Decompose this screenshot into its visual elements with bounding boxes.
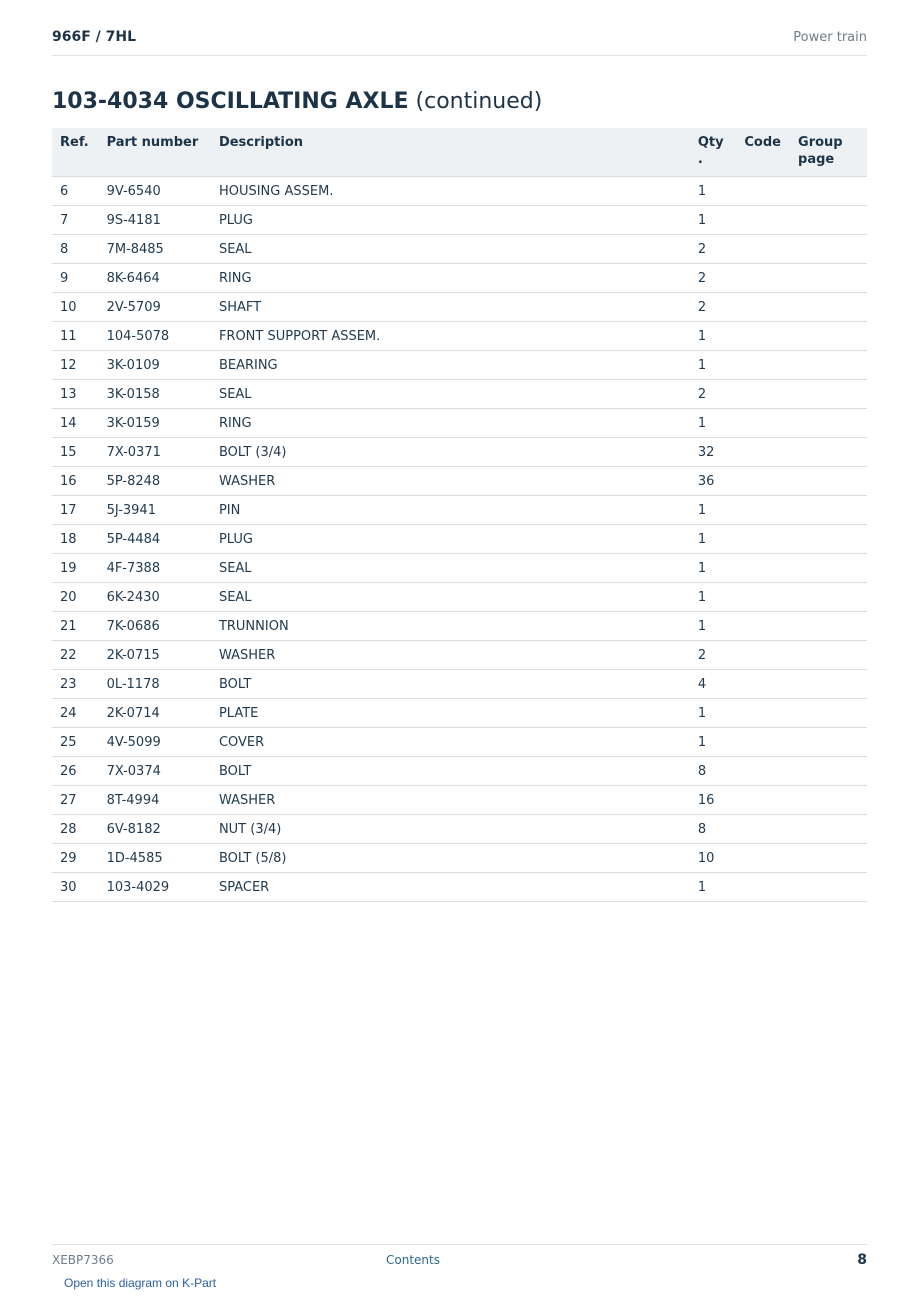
code-cell [736, 351, 790, 380]
code-cell [736, 583, 790, 612]
group-page-cell [790, 206, 867, 235]
table-row [52, 670, 867, 699]
code-cell [736, 786, 790, 815]
description-cell: BOLT [211, 757, 690, 786]
table-row [52, 612, 867, 641]
ref-cell: 26 [52, 757, 99, 786]
part-number-cell: 7K-0686 [99, 612, 211, 641]
table-row [52, 351, 867, 380]
title-suffix: (continued) [415, 89, 543, 114]
qty-cell: 2 [690, 293, 737, 322]
group-page-cell [790, 583, 867, 612]
code-cell [736, 235, 790, 264]
description-cell: PLUG [211, 525, 690, 554]
qty-cell: 1 [690, 699, 737, 728]
description-cell: SHAFT [211, 293, 690, 322]
part-number-cell: 8K-6464 [99, 264, 211, 293]
table-header-row [52, 128, 867, 177]
qty-cell: 1 [690, 351, 737, 380]
part-number-cell: 1D-4585 [99, 844, 211, 873]
code-cell [736, 177, 790, 206]
ref-cell: 30 [52, 873, 99, 902]
description-cell: PIN [211, 496, 690, 525]
ref-cell: 19 [52, 554, 99, 583]
ref-cell: 21 [52, 612, 99, 641]
section-label: Power train [793, 30, 867, 45]
description-cell: COVER [211, 728, 690, 757]
header-description: Description [211, 128, 690, 177]
description-cell: SEAL [211, 583, 690, 612]
ref-cell: 11 [52, 322, 99, 351]
ref-cell: 13 [52, 380, 99, 409]
group-page-cell [790, 873, 867, 902]
group-page-cell [790, 554, 867, 583]
code-cell [736, 525, 790, 554]
group-page-cell [790, 409, 867, 438]
part-number-cell: 3K-0109 [99, 351, 211, 380]
code-cell [736, 728, 790, 757]
description-cell: BOLT [211, 670, 690, 699]
code-cell [736, 322, 790, 351]
group-page-cell [790, 641, 867, 670]
table-row [52, 206, 867, 235]
code-cell [736, 206, 790, 235]
group-page-cell [790, 293, 867, 322]
qty-cell: 1 [690, 554, 737, 583]
code-cell [736, 264, 790, 293]
ref-cell: 6 [52, 177, 99, 206]
part-number-cell: 3K-0158 [99, 380, 211, 409]
qty-cell: 1 [690, 177, 737, 206]
ref-cell: 20 [52, 583, 99, 612]
ref-cell: 7 [52, 206, 99, 235]
description-cell: SPACER [211, 873, 690, 902]
qty-cell: 2 [690, 380, 737, 409]
table-row [52, 467, 867, 496]
title-main: 103-4034 OSCILLATING AXLE [52, 89, 409, 114]
group-page-cell [790, 467, 867, 496]
table-row [52, 235, 867, 264]
description-cell: RING [211, 409, 690, 438]
part-number-cell: 104-5078 [99, 322, 211, 351]
part-number-cell: 5P-8248 [99, 467, 211, 496]
table-row [52, 293, 867, 322]
ref-cell: 8 [52, 235, 99, 264]
group-page-cell [790, 351, 867, 380]
ref-cell: 29 [52, 844, 99, 873]
header-code: Code [736, 128, 790, 177]
description-cell: RING [211, 264, 690, 293]
description-cell: HOUSING ASSEM. [211, 177, 690, 206]
ref-cell: 9 [52, 264, 99, 293]
group-page-cell [790, 699, 867, 728]
table-row [52, 554, 867, 583]
description-cell: PLATE [211, 699, 690, 728]
footer-divider [52, 1244, 867, 1245]
header-part-number: Part number [99, 128, 211, 177]
qty-cell: 8 [690, 815, 737, 844]
table-row [52, 496, 867, 525]
qty-cell: 1 [690, 525, 737, 554]
code-cell [736, 409, 790, 438]
code-cell [736, 641, 790, 670]
table-row [52, 699, 867, 728]
code-cell [736, 612, 790, 641]
table-row [52, 380, 867, 409]
table-row [52, 264, 867, 293]
description-cell: BEARING [211, 351, 690, 380]
description-cell: SEAL [211, 554, 690, 583]
ref-cell: 17 [52, 496, 99, 525]
header-qty: Qty . [690, 128, 737, 177]
group-page-cell [790, 844, 867, 873]
group-page-cell [790, 496, 867, 525]
part-number-cell: 2K-0714 [99, 699, 211, 728]
qty-cell: 36 [690, 467, 737, 496]
part-number-cell: 0L-1178 [99, 670, 211, 699]
qty-cell: 2 [690, 264, 737, 293]
table-row [52, 641, 867, 670]
qty-cell: 1 [690, 873, 737, 902]
header-ref: Ref. [52, 128, 99, 177]
group-page-cell [790, 525, 867, 554]
ref-cell: 25 [52, 728, 99, 757]
ref-cell: 28 [52, 815, 99, 844]
description-cell: WASHER [211, 641, 690, 670]
parts-table-body [52, 177, 867, 902]
code-cell [736, 815, 790, 844]
contents-link[interactable]: Contents [386, 1253, 440, 1267]
code-cell [736, 757, 790, 786]
ref-cell: 15 [52, 438, 99, 467]
code-cell [736, 670, 790, 699]
part-number-cell: 6V-8182 [99, 815, 211, 844]
table-row [52, 409, 867, 438]
part-number-cell: 5J-3941 [99, 496, 211, 525]
page-header [52, 0, 867, 56]
ref-cell: 14 [52, 409, 99, 438]
part-number-cell: 5P-4484 [99, 525, 211, 554]
qty-cell: 10 [690, 844, 737, 873]
table-row [52, 728, 867, 757]
table-row [52, 438, 867, 467]
part-number-cell: 103-4029 [99, 873, 211, 902]
group-page-cell [790, 728, 867, 757]
page-title [52, 89, 542, 114]
code-cell [736, 380, 790, 409]
code-cell [736, 873, 790, 902]
table-row [52, 815, 867, 844]
qty-cell: 1 [690, 728, 737, 757]
qty-cell: 1 [690, 496, 737, 525]
table-row [52, 844, 867, 873]
table-row [52, 757, 867, 786]
part-number-cell: 7M-8485 [99, 235, 211, 264]
part-number-cell: 3K-0159 [99, 409, 211, 438]
ref-cell: 10 [52, 293, 99, 322]
group-page-cell [790, 235, 867, 264]
description-cell: NUT (3/4) [211, 815, 690, 844]
part-number-cell: 6K-2430 [99, 583, 211, 612]
code-cell [736, 496, 790, 525]
header-group-page: Group page [790, 128, 867, 177]
page-number: 8 [857, 1252, 867, 1268]
qty-cell: 1 [690, 322, 737, 351]
part-number-cell: 9V-6540 [99, 177, 211, 206]
description-cell: PLUG [211, 206, 690, 235]
part-number-cell: 7X-0374 [99, 757, 211, 786]
qty-cell: 8 [690, 757, 737, 786]
group-page-cell [790, 380, 867, 409]
ref-cell: 18 [52, 525, 99, 554]
model-label: 966F / 7HL [52, 29, 137, 45]
part-number-cell: 2V-5709 [99, 293, 211, 322]
qty-cell: 1 [690, 583, 737, 612]
table-row [52, 525, 867, 554]
ref-cell: 22 [52, 641, 99, 670]
table-row [52, 873, 867, 902]
code-cell [736, 554, 790, 583]
qty-cell: 1 [690, 409, 737, 438]
group-page-cell [790, 786, 867, 815]
code-cell [736, 844, 790, 873]
part-number-cell: 7X-0371 [99, 438, 211, 467]
group-page-cell [790, 612, 867, 641]
qty-cell: 1 [690, 206, 737, 235]
part-number-cell: 2K-0715 [99, 641, 211, 670]
ref-cell: 27 [52, 786, 99, 815]
group-page-cell [790, 670, 867, 699]
group-page-cell [790, 757, 867, 786]
qty-cell: 2 [690, 641, 737, 670]
ref-cell: 24 [52, 699, 99, 728]
part-number-cell: 9S-4181 [99, 206, 211, 235]
qty-cell: 4 [690, 670, 737, 699]
ref-cell: 12 [52, 351, 99, 380]
table-row [52, 322, 867, 351]
group-page-cell [790, 264, 867, 293]
code-cell [736, 467, 790, 496]
qty-cell: 2 [690, 235, 737, 264]
code-cell [736, 438, 790, 467]
qty-cell: 16 [690, 786, 737, 815]
code-cell [736, 293, 790, 322]
table-row [52, 583, 867, 612]
group-page-cell [790, 438, 867, 467]
table-row [52, 786, 867, 815]
description-cell: WASHER [211, 786, 690, 815]
group-page-cell [790, 177, 867, 206]
ref-cell: 16 [52, 467, 99, 496]
parts-table [52, 128, 867, 902]
code-cell [736, 699, 790, 728]
description-cell: WASHER [211, 467, 690, 496]
qty-cell: 32 [690, 438, 737, 467]
description-cell: SEAL [211, 235, 690, 264]
document-id: XEBP7366 [52, 1253, 114, 1267]
description-cell: BOLT (3/4) [211, 438, 690, 467]
description-cell: FRONT SUPPORT ASSEM. [211, 322, 690, 351]
description-cell: BOLT (5/8) [211, 844, 690, 873]
table-row [52, 177, 867, 206]
kpart-diagram-link[interactable]: Open this diagram on K-Part [64, 1276, 217, 1290]
part-number-cell: 4V-5099 [99, 728, 211, 757]
group-page-cell [790, 322, 867, 351]
description-cell: SEAL [211, 380, 690, 409]
qty-cell: 1 [690, 612, 737, 641]
part-number-cell: 8T-4994 [99, 786, 211, 815]
description-cell: TRUNNION [211, 612, 690, 641]
group-page-cell [790, 815, 867, 844]
part-number-cell: 4F-7388 [99, 554, 211, 583]
ref-cell: 23 [52, 670, 99, 699]
